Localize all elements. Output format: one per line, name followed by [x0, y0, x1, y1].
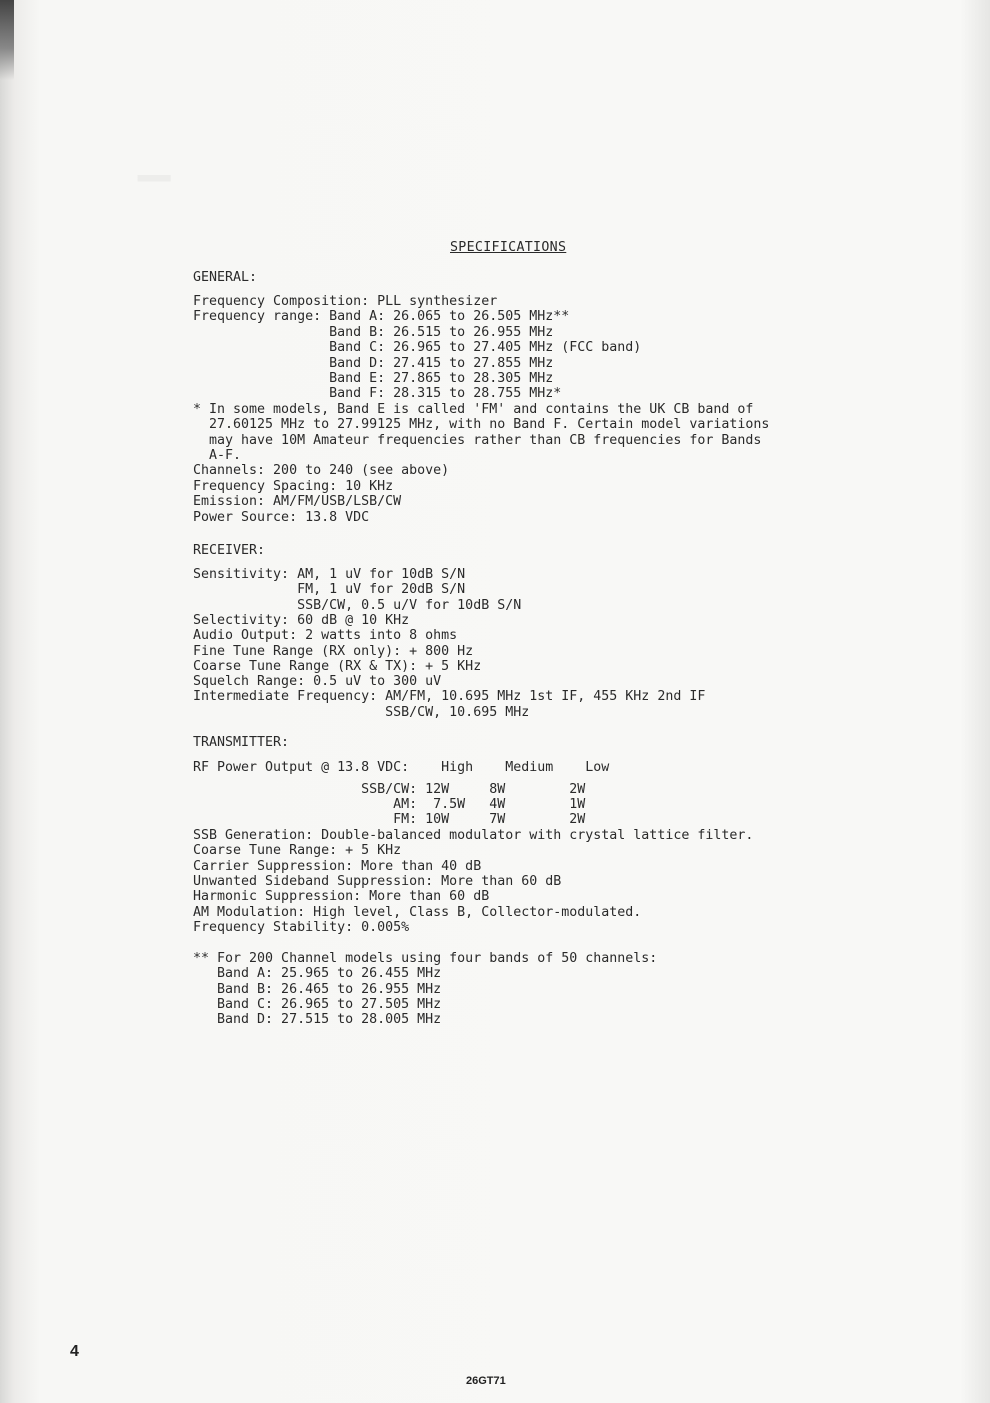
power-row: FM: 10W 7W 2W — [193, 812, 586, 827]
spec-line: may have 10M Amateur frequencies rather than CB frequencies for Bands — [193, 432, 762, 448]
spec-line: Band D: 27.415 to 27.855 MHz — [193, 355, 554, 371]
spec-line: Band C: 26.965 to 27.405 MHz (FCC band) — [193, 340, 642, 356]
spec-line: * In some models, Band E is called 'FM' and contains the UK CB band of — [193, 401, 754, 417]
spec-line: Band B: 26.515 to 26.955 MHz — [193, 324, 554, 340]
footnote-line: Band A: 25.965 to 26.455 MHz — [193, 966, 442, 982]
spec-line: Power Source: 13.8 VDC — [193, 509, 370, 525]
spec-line: Fine Tune Range (RX only): + 800 Hz — [193, 643, 474, 659]
power-row: SSB/CW: 12W 8W 2W — [193, 782, 586, 797]
spec-line: Intermediate Frequency: AM/FM, 10.695 MHz 1st IF, 455 KHz 2nd IF — [193, 689, 706, 705]
spec-line: Audio Output: 2 watts into 8 ohms — [193, 628, 458, 644]
section-heading-receiver: RECEIVER: — [193, 543, 266, 558]
spec-line: SSB Generation: Double-balanced modulator with crystal lattice filter. — [193, 828, 754, 843]
spec-line: AM Modulation: High level, Class B, Collector-modulated. — [193, 904, 642, 920]
spec-line: Band E: 27.865 to 28.305 MHz — [193, 371, 554, 386]
spec-line: Harmonic Suppression: More than 60 dB — [193, 889, 490, 905]
bleed-through-decoration: ▁ — [138, 132, 171, 181]
section-heading-general: GENERAL: — [193, 270, 258, 285]
spec-line: 27.60125 MHz to 27.99125 MHz, with no Band F. Certain model variations — [193, 417, 770, 433]
model-code: 26GT71 — [466, 1375, 506, 1387]
power-output-header: RF Power Output @ 13.8 VDC: High Medium Low — [193, 760, 610, 775]
spec-line: Squelch Range: 0.5 uV to 300 uV — [193, 674, 442, 690]
spec-line: Coarse Tune Range: + 5 KHz — [193, 843, 402, 859]
spec-line: Coarse Tune Range (RX & TX): + 5 KHz — [193, 658, 482, 674]
spec-line: Carrier Suppression: More than 40 dB — [193, 858, 482, 874]
spec-line: Sensitivity: AM, 1 uV for 10dB S/N — [193, 567, 466, 582]
spec-line: Emission: AM/FM/USB/LSB/CW — [193, 494, 402, 510]
spec-line: A-F. — [193, 448, 242, 463]
footnote-line: ** For 200 Channel models using four bands of 50 channels: — [193, 951, 658, 966]
spec-line: Frequency range: Band A: 26.065 to 26.505 MHz** — [193, 309, 570, 325]
page-title: SPECIFICATIONS — [450, 240, 567, 255]
footnote-line: Band C: 26.965 to 27.505 MHz — [193, 996, 442, 1012]
spec-line: Frequency Stability: 0.005% — [193, 919, 410, 935]
spec-line: Frequency Composition: PLL synthesizer — [193, 294, 498, 309]
spec-line: Channels: 200 to 240 (see above) — [193, 463, 450, 479]
footnote-line: Band D: 27.515 to 28.005 MHz — [193, 1012, 442, 1028]
scan-edge-shadow — [0, 0, 14, 80]
spec-line: Selectivity: 60 dB @ 10 KHz — [193, 612, 410, 628]
power-row: AM: 7.5W 4W 1W — [193, 797, 586, 812]
spec-line: FM, 1 uV for 20dB S/N — [193, 582, 466, 598]
section-heading-transmitter: TRANSMITTER: — [193, 735, 290, 750]
spec-line: Frequency Spacing: 10 KHz — [193, 478, 394, 494]
footnote-line: Band B: 26.465 to 26.955 MHz — [193, 981, 442, 997]
spec-line: Unwanted Sideband Suppression: More than 60 dB — [193, 873, 562, 889]
spec-line: SSB/CW, 0.5 u/V for 10dB S/N — [193, 597, 522, 613]
spec-line: SSB/CW, 10.695 MHz — [193, 704, 530, 720]
spec-line: Band F: 28.315 to 28.755 MHz* — [193, 386, 562, 402]
page-number: 4 — [70, 1343, 79, 1360]
